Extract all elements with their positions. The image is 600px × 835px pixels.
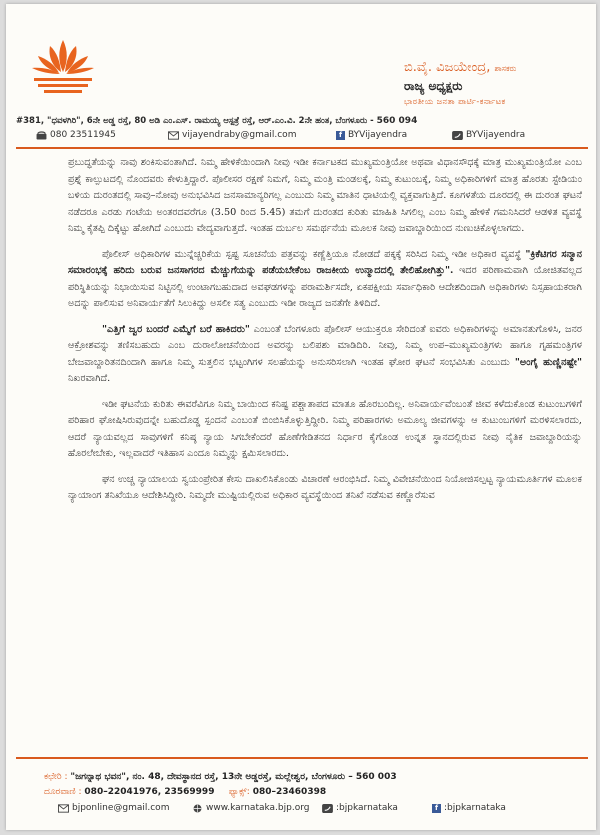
facebook-icon: f [432, 804, 441, 813]
footer-website[interactable]: www.karnataka.bjp.org [192, 803, 309, 813]
letter-page [6, 4, 596, 830]
office-phone-fax: ದೂರವಾಣಿ : 080–22041976, 23569999 ಫ್ಯಾಕ್ಸ್: 080–23460398 [44, 787, 327, 797]
footer-divider [16, 757, 588, 759]
email-contact[interactable]: vijayendraby@gmail.com [168, 130, 296, 140]
office-fax: 080–23460398 [252, 787, 327, 797]
phone-icon [36, 131, 47, 140]
sender-title: ಶಾಸಕರು [494, 64, 517, 73]
footer-email[interactable]: bjponline@gmail.com [58, 803, 169, 813]
letterhead-title [404, 60, 594, 107]
twitter-icon [452, 131, 463, 140]
office-phone: 080–22041976, 23569999 [84, 787, 215, 797]
paragraph-3-proverb: "ಎತ್ತಿಗೆ ಜ್ವರ ಬಂದರೆ ಎಮ್ಮೆಗೆ ಬರೆ ಹಾಕಿದರು" [102, 323, 250, 335]
phone-contact: 080 23511945 [36, 130, 116, 140]
sender-name: ಬಿ.ವೈ. ವಿಜಯೇಂದ್ರ, ಶಾಸಕರು [404, 60, 517, 75]
globe-icon [192, 804, 203, 813]
paragraph-3: "ಎತ್ತಿಗೆ ಜ್ವರ ಬಂದರೆ ಎಮ್ಮೆಗೆ ಬರೆ ಹಾಕಿದರು" ಎಂಬಂತೆ ಬೆಂಗಳೂರು ಪೊಲೀಸ್ ಆಯುಕ್ತರೂ ಸೇರಿದಂತೆ ಐವರು ಅಧಿಕಾರಿಗಳನ್ನು ಅಮಾನತುಗೊಳಿಸಿ, ಜನರ ಆಕ್ರೋಶವನ್ನು ತಣಿಸಬಹುದು ಎಂಬ ದುರಾಲೋಚನೆಯಿಂದ ಅವರನ್ನು ಬಲಿಪಶು ಮಾಡಿದಿರಿ. ನೀವು, ನಿಮ್ಮ ಉಪ–ಮುಖ್ಯಮಂತ್ರಿಗಳು ಹಾಗೂ ಗೃಹಮಂತ್ರಿಗಳ ಬೇಜವಾಬ್ದಾರಿತನದಿಂದಾಗಿ ಹಾಗೂ ನಿಮ್ಮ ಸುತ್ತಲಿನ ಭಟ್ಟಂಗಿಗಳ ಸಲಹೆಯನ್ನು ಅನುಸರಿಸಲಾಗಿ ಇಂತಹ ಘೋರ ಘಟನೆ ಸಂಭವಿಸಿತು ಎಂಬುದು "ಅಂಗೈ ಹುಣ್ಣಿನಷ್ಟೇ" ನಿಖರವಾಗಿದೆ. [68, 323, 582, 384]
paragraph-2: ಪೊಲೀಸ್ ಅಧಿಕಾರಿಗಳ ಮುನ್ನೆಚ್ಚರಿಕೆಯ ಸ್ಪಷ್ಟ ಸೂಚನೆಯ ಪತ್ರವನ್ನು ಕಣ್ಣೆತ್ತಿಯೂ ನೋಡದೆ ಪಕ್ಕಕ್ಕೆ ಸರಿಸಿದ ನಿಮ್ಮ ಇಡೀ ಅಧಿಕಾರ ವ್ಯವಸ್ಥೆ "ಕ್ರಿಕೆಟಿಗರ ಸನ್ಮಾನ ಸಮಾರಂಭಕ್ಕೆ ಹರಿದು ಬರುವ ಜನಸಾಗರದ ಮೆಚ್ಚುಗೆಯನ್ನು ಪಡೆಯಬೇಕೆಂಬ ರಾಜಕೀಯ ಉನ್ಮಾದದಲ್ಲಿ ತೇಲಿಹೋಗಿತ್ತು". ಇದರ ಪರಿಣಾಮವಾಗಿ ಯೋಜಿತವಲ್ಲದ ಪರಿಸ್ಥಿತಿಯನ್ನು ನಿಭಾಯಿಸುವ ನಿಟ್ಟಿನಲ್ಲಿ ಉಂಟಾಗಬಹುದಾದ ಅವಘಡಗಳನ್ನು ಪರಾಮರ್ಶಿಸದೇ, ಏಕಪಕ್ಷೀಯ ಸರ್ವಾಧಿಕಾರಿ ಆದೇಶದಿಂದಾಗಿ ಅಧಿಕಾರಿಗಳು ನಿಸ್ಸಹಾಯಕರಾಗಿ ಅದನ್ನು ಪಾಲಿಸುವ ಅನಿವಾರ್ಯತೆಗೆ ಸಿಲುಕಿದ್ದು ಅಸಲೀ ಸತ್ಯ ಎಂಬುದು ಇಡೀ ರಾಜ್ಯದ ಜನತೆಗೇ ತಿಳಿದಿದೆ. [68, 248, 583, 309]
facebook-contact[interactable]: f BYVijayendra [336, 130, 407, 140]
footer-twitter[interactable]: :bjpkarnataka [322, 803, 398, 813]
office-address: ಕಛೇರಿ : "ಜಗನ್ನಾಥ ಭವನ", ನಂ. 48, ದೇವಸ್ಥಾನದ ರಸ್ತೆ, 13ನೇ ಅಡ್ಡರಸ್ತೆ, ಮಲ್ಲೇಶ್ವರ, ಬೆಂಗಳೂರು – 560 003 [44, 772, 397, 782]
facebook-icon: f [336, 131, 345, 140]
email-icon [168, 131, 179, 140]
letter-body [68, 155, 582, 514]
bjp-lotus-logo [28, 32, 98, 102]
paragraph-2-quote: "ಕ್ರಿಕೆಟಿಗರ ಸನ್ಮಾನ ಸಮಾರಂಭಕ್ಕೆ ಹರಿದು ಬರುವ ಜನಸಾಗರದ ಮೆಚ್ಚುಗೆಯನ್ನು ಪಡೆಯಬೇಕೆಂಬ ರಾಜಕೀಯ ಉನ್ಮಾದದಲ್ಲಿ ತೇಲಿಹೋಗಿತ್ತು". [68, 248, 583, 276]
letterhead-address: #381, "ಧವಳಗಿರಿ", 6ನೇ ಅಡ್ಡ ರಸ್ತೆ, 80 ಅಡಿ ಎಂ.ಎಸ್. ರಾಮಯ್ಯ ಆಸ್ಪತ್ರೆ ರಸ್ತೆ, ಆರ್.ಎಂ.ವಿ. 2ನೇ ಹಂತ, ಬೆಂಗಳೂರು - 560 094 [16, 116, 418, 126]
header-divider [16, 147, 588, 149]
paragraph-3-quote: "ಅಂಗೈ ಹುಣ್ಣಿನಷ್ಟೇ" [514, 356, 582, 368]
twitter-icon [322, 804, 333, 813]
address-pincode: 560 094 [376, 116, 418, 126]
email-icon [58, 804, 69, 813]
twitter-contact[interactable]: BYVijayendra [452, 130, 525, 140]
paragraph-1: ಪ್ರಬುದ್ಧತೆಯನ್ನು ನಾವು ಶಂಕಿಸುವಂತಾಗಿದೆ. ನಿಮ್ಮ ಹೇಳಿಕೆಯಿಂದಾಗಿ ನೀವು ಇಡೀ ಕರ್ನಾಟಕದ ಮುಖ್ಯಮಂತ್ರಿಯೋ ಅಥವಾ ವಿಧಾನಸೌಧಕ್ಕೆ ಮಾತ್ರ ಮುಖ್ಯಮಂತ್ರಿಯೋ ಎಂಬ ಪ್ರಶ್ನೆ ಕಾಲ್ಪುಟದಲ್ಲಿ ನೊಂದವರು ಕೇಳುತ್ತಿದ್ದಾರೆ. ಪೊಲೀಸರ ರಕ್ಷಣೆ ನಿಮಗೆ, ನಿಮ್ಮ ಮಂತ್ರಿ ಮಂಡಲಕ್ಕೆ, ನಿಮ್ಮ ಕುಟುಂಬಕ್ಕೆ, ನಿಮ್ಮ ಅಧಿಕಾರಿಗಳಿಗೆ ಮಾತ್ರ ಹೊರತು ಸ್ಟೇಡಿಯಂ ಬಳಿಯ ದುರಂತದಲ್ಲಿ ಸಾವು–ನೋವು ಅನುಭವಿಸಿದ ಜನಸಾಮಾನ್ಯರಿಗಲ್ಲ ಎಂಬುದು ನಿಮ್ಮ ಮಾತಿನ ಧಾಟಿಯಲ್ಲಿ ವ್ಯಕ್ತವಾಗುತ್ತಿದೆ. ಕೂಗಳತೆಯ ದೂರದಲ್ಲಿ ಈ ದುರಂತ ಘಟನೆ ನಡೆದರೂ ಎರಡು ಗಂಟೆಯ ಅಂತರದವರೆಗೂ (3.50 ರಿಂದ 5.45) ತಮಗೆ ದುರಂತದ ಕುರಿತು ಮಾಹಿತಿ ಸಿಗಲಿಲ್ಲ ಎಂಬ ನಿಮ್ಮ ಹೇಳಿಕೆ ಗಮನಿಸಿದರೆ ಆಡಳಿತ ವ್ಯವಸ್ಥೆ ನಿಮ್ಮ ಕೈತಪ್ಪಿ ದಿಕ್ಕೆಟ್ಟು ಹೋಗಿದೆ ಎಂಬುದು ವೇದ್ಯವಾಗುತ್ತದೆ. ಇಂತಹ ದುರ್ಬಲ ಸಮರ್ಥನೆಯ ಮೂಲಕ ನೀವು ಜವಾಬ್ದಾರಿಯಿಂದ ನುಣುಚಿಕೊಳ್ಳಲಾಗದು. [68, 157, 582, 234]
letterhead-contacts [36, 130, 576, 146]
party-name: ಭಾರತೀಯ ಜನತಾ ಪಾರ್ಟಿ-ಕರ್ನಾಟಕ [404, 97, 506, 106]
paragraph-5: ಘನ ಉಚ್ಚ ನ್ಯಾಯಾಲಯ ಸ್ವಯಂಪ್ರೇರಿತ ಕೇಸು ದಾಖಲಿಸಿಕೊಂಡು ವಿಚಾರಣೆ ಆರಂಭಿಸಿದೆ. ನಿಮ್ಮ ವಿವೇಚನೆಯಿಂದ ನಿಯೋಜಿಸಲ್ಪಟ್ಟ ನ್ಯಾಯಮೂರ್ತಿಗಳ ಮೂಲಕ ನ್ಯಾಯಾಂಗ ತನಿಖೆಯೂ ಆದೇಶಿಸಿದ್ದೀರಿ. ನಿಮ್ಮದೇ ಮುಷ್ಟಿಯಲ್ಲಿರುವ ಅಧಿಕಾರ ವ್ಯವಸ್ಥೆಯಿಂದ ತನಿಖೆ ನಡೆಸುವ ಕಣ್ಣೊರೆಸುವ [68, 473, 582, 501]
sender-designation: ರಾಜ್ಯ ಅಧ್ಯಕ್ಷರು [404, 79, 463, 93]
footer-facebook[interactable]: f :bjpkarnataka [432, 803, 506, 813]
paragraph-4: ಇಡೀ ಘಟನೆಯ ಕುರಿತು ಈವರೆವಿಗೂ ನಿಮ್ಮ ಬಾಯಿಂದ ಕನಿಷ್ಟ ಪಶ್ಚಾತಾಪದ ಮಾತೂ ಹೊರಬಂದಿಲ್ಲ. ಅನಿವಾರ್ಯವೆಂಬಂತೆ ಜೀವ ಕಳೆದುಕೊಂಡ ಕುಟುಂಬಗಳಿಗೆ ಪರಿಹಾರ ಘೋಷಿಸಿರುವುದನ್ನೇ ಬಹುದೊಡ್ಡ ಸ್ಪಂದನೆ ಎಂಬಂತೆ ಬಿಂಬಿಸಿಕೊಳ್ಳುತ್ತಿದ್ದೀರಿ. ನಿಮ್ಮ ಪರಿಹಾರಗಳು ಅಮೂಲ್ಯ ಜೀವಗಳನ್ನು ಆ ಕುಟುಂಬಗಳಿಗೆ ಮರಳಿಸಲಾರದು, ಆದರೆ ನ್ಯಾಯವಲ್ಲದ ಸಾವುಗಳಿಗೆ ಕನಿಷ್ಠ ನ್ಯಾಯ ಸಿಗಬೇಕೆಂದರೆ ಹೊಣೆಗೇಡಿತನದ ನಿರ್ಧಾರ ಕೈಗೊಂಡ ಉನ್ನತ ಸ್ಥಾನದಲ್ಲಿರುವ ನೀವು ನೈತಿಕ ಜವಾಬ್ದಾರಿಯನ್ನು ಹೊರಲೇಬೇಕು, ಇಲ್ಲವಾದರೆ ಇತಿಹಾಸ ಎಂದೂ ನಿಮ್ಮನ್ನು ಕ್ಷಮಿಸಲಾರದು. [68, 398, 582, 459]
footer-links [44, 803, 584, 817]
